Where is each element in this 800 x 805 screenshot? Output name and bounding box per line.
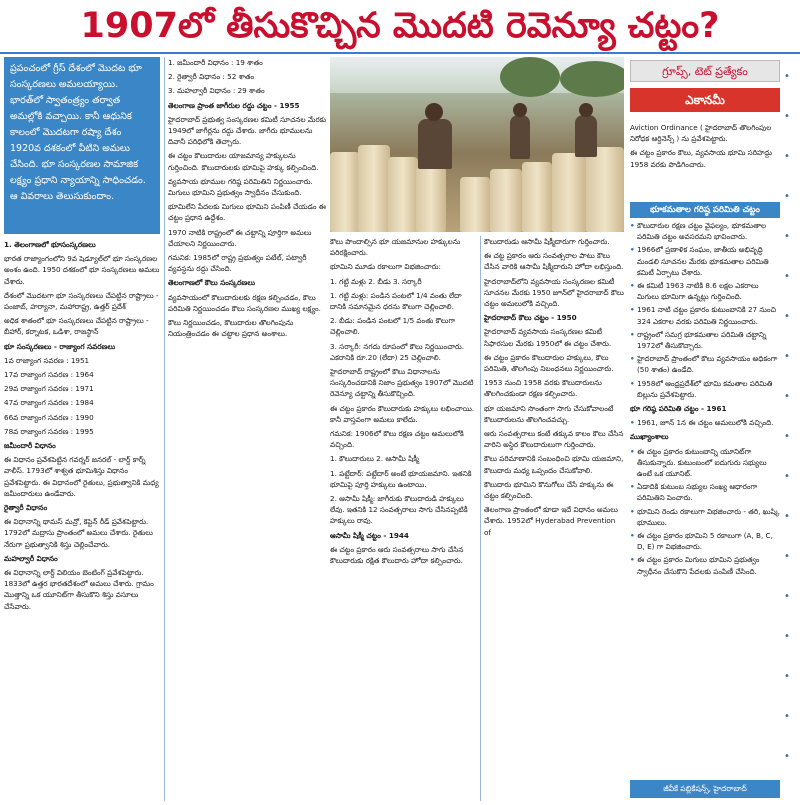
paragraph: 1970 నాటికి రాష్ట్రంలో ఈ చట్టాన్ని పూర్తిగా అమలు చేయాలని నిర్ణయించారు. (168, 227, 312, 248)
paragraph: ఆరు సంవత్సరాలు కంటే తక్కువ కాలం కౌలు చేసిన వారిని అస్థిర కౌలుదారులుగా గుర్తించారు. (484, 429, 624, 450)
section-heading: తెలంగాణలో కౌలు సంస్కరణలు (168, 278, 255, 288)
paragraph: 29వ రాజ్యాంగ సవరణ : 1971 (4, 384, 94, 394)
paragraph: 2. రైత్వారీ విధానం : 52 శాతం (168, 72, 255, 82)
bullet-strip: • • • • • • • • • • • • • • • • • • (784, 71, 790, 762)
paragraph: గమనిక: 1985లో రాష్ట్ర ప్రభుత్వం పటేల్, పట్వారీ వ్యవస్థను రద్దు చేసింది. (168, 253, 307, 274)
paragraph: 1. గట్టి మళ్లు: పండిన పంటలో 1/4 వంతు లేదా దానికి సమానమైన ధరను కౌలుగా చెల్లించాలి. (330, 290, 462, 312)
paragraph: 2. బీడు: పండిన పంటలో 1/5 వంతు కౌలుగా చెల్లించాలి. (330, 316, 456, 337)
paragraph: • 1961, జూన్ 1న ఈ చట్టం అమలులోకి వచ్చింది. (630, 417, 780, 428)
series-tag: గ్రూప్స్, టెట్ ప్రత్యేకం (630, 60, 780, 82)
section-heading: తెలంగాణ ప్రాంత జాగీరుల రద్దు చట్టం - 1955 (168, 100, 300, 110)
paragraph: ఈ చట్టం ప్రకారం కౌలుదారుల హక్కులు, కౌలు పరిమితి, తొలగింపు నిబంధనలు నిర్ణయించారు. (484, 352, 614, 374)
paragraph: • భూమిని రెండు రకాలుగా విభజించారు - తరి, ఖుష్కి భూములు. (630, 506, 780, 528)
section-heading: ఆసామీ షిక్మీ చట్టం - 1944 (330, 530, 409, 540)
paragraph: ఈ చట్టం ప్రకారం కౌలు, వ్యవసాయ భూమి సరిహద్దు 1958 వరకు పొడిగించారు. (630, 148, 772, 169)
paragraph: • 1958లో ఆంధ్రప్రదేశ్‌లో భూమి కమతాల పరిమితి బిల్లును ప్రవేశపెట్టారు. (630, 378, 780, 400)
paragraph: హైదరాబాద్ రాష్ట్రంలో కౌలు విధానాలను సంస్కరించడానికి నిజాం ప్రభుత్వం 1907లో మొదటి రెవెన్యూ చట్టాన్ని తీసుకొచ్చింది. (330, 367, 474, 399)
paragraph: • ఈ కమిటీ 1963 నాటికి 8.6 లక్షల ఎకరాలు మిగులు భూమిగా ఉన్నట్లు గుర్తించింది. (630, 280, 780, 302)
paragraph: 1. గట్టి మళ్లు 2. బీడు 3. సర్కారీ (330, 276, 422, 286)
paragraph: 78వ రాజ్యాంగ సవరణ : 1995 (4, 426, 94, 436)
paragraph: • కౌలుదారుల రక్షణ చట్టం వైఫల్యం, భూకమతాల పరిమితి చట్టం అవసరమని భావించారు. (630, 220, 780, 242)
paragraph: అధిక శాతంలో భూ సంస్కరణలు చేపట్టిన రాష్ట్రాలు - బీహార్, కర్నాటక, ఒడిశా, రాజస్థాన్ (4, 316, 149, 337)
paragraph: 3. సర్కారీ: నగదు రూపంలో కౌలు నిర్ణయించారు. ఎకరానికి రూ.20 (లేదా) 25 చెల్లించాలి. (330, 341, 465, 362)
paragraph: కౌలు పొందాల్సిన భూ యజమానుల హక్కులను పరిరక్షించారు. (330, 237, 461, 258)
paragraph: ఈ విధానాన్ని లార్డ్ విలియం బెంటింగ్ ప్రవేశపెట్టారు. 1833లో ఉత్తర భారతదేశంలో అమలు చేశారు. గ్రామం మొత్తాన్ని ఒక యూనిట్‌గా తీసుకొని శిస్తు వసూలు చేసేవారు. (4, 568, 154, 611)
paragraph: 2. ఆసామీ షిక్మీ: జాగీరుకు కౌలుదారుడి హక్కులు లేవు. ఇతనికి 12 సంవత్సరాలు సాగు చేసినప్పటికీ హక్కులు రావు. (330, 494, 468, 526)
paragraph: • ఈ చట్టం ప్రకారం భూమిని 5 రకాలుగా (A, B, C, D, E) గా విభజించారు. (630, 530, 780, 552)
paragraph: ఈ చట్టం ప్రకారం కౌలుదారుకు హక్కులు లభించాయి. కానీ వాస్తవంగా అమలు కాలేదు. (330, 403, 475, 424)
section-heading: భూ సంస్కరణలు - రాజ్యాంగ సవరణలు (4, 341, 116, 351)
paragraph: వ్యవసాయంలో కౌలుదారులకు రక్షణ కల్పించడం, కౌలు పరిమితి నిర్ణయించడం కౌలు సంస్కరణల ముఖ్య లక్ష్యం. (168, 292, 321, 313)
paragraph: 47వ రాజ్యాంగ సవరణ : 1984 (4, 398, 94, 408)
paragraph: • 1966లో ప్రణాళిక సంఘం, జాతీయ అభివృద్ధి మండలి సూచనల మేరకు భూకమతాల పరిమితి కమిటీ ఏర్పాటు చేశారు. (630, 244, 780, 278)
paragraph: దేశంలో మొదటగా భూ సంస్కరణలు చేపట్టిన రాష్ట్రాలు - పంజాబ్, హర్యానా, మహారాష్ట్ర, ఉత్తర్ ప్రదేశ్ (4, 290, 159, 312)
column-b (168, 57, 326, 801)
paragraph: ఈ విధానం ప్రవేశపెట్టిన గవర్నర్ జనరల్ - లార్డ్ కార్న్ వాలీస్. 1793లో శాశ్వత భూమిశిస్తు విధానం ప్రవేశపెట్టారు. ఈ విధానంలో రైతులు, ప్రభుత్వానికి మధ్య జమీందారులు ఉండేవారు. (4, 455, 159, 498)
paragraph: ఈ చట్ట ప్రకారం ఆరు సంవత్సరాల పాటు కౌలు చేసిన వారికి ఆసామీ షిక్మీదారుని హోదా లభిస్తుంది. (484, 251, 624, 272)
paragraph: ఈ చట్టం కౌలుదారుల యాజమాన్య హక్కులను గుర్తించింది. కౌలుదారులకు భూమిపై హక్కు కల్పించింది. (168, 151, 319, 172)
sidebar-heading: భూకమతాల గరిష్ఠ పరిమితి చట్టం (630, 202, 780, 218)
paragraph: వ్యవసాయ భూముల గరిష్ఠ పరిమితిని నిర్ణయించారు. మిగులు భూమిని ప్రభుత్వం స్వాధీనం చేసుకుంది. (168, 176, 313, 198)
paragraph: • ఈ చట్టం ప్రకారం కుటుంబాన్ని యూనిట్‌గా తీసుకున్నారు. కుటుంబంలో ఐదుగురు సభ్యులు ఉంటే ఒక యూనిట్. (630, 446, 780, 480)
section-heading: హైదరాబాద్ కౌలు చట్టం - 1950 (484, 313, 577, 323)
paragraph: ఈ చట్టం ప్రకారం ఆరు సంవత్సరాలు సాగు చేసిన కౌలుదారుకు రక్షిత కౌలుదారు హోదా కల్పించారు. (330, 544, 464, 566)
paragraph: ఈ విధానాన్ని థామస్ మన్రో, కెప్టెన్ రీడ్ ప్రవేశపెట్టారు. 1792లో మద్రాసు ప్రాంతంలో అమలు చేశారు. రైతులు నేరుగా ప్రభుత్వానికి శిస్తు చెల్లించేవారు. (4, 517, 153, 549)
column-a (4, 236, 161, 801)
paragraph: • 1961 నాటి చట్టం ప్రకారం కుటుంబానికి 27 నుంచి 324 ఎకరాల వరకు పరిమితి నిర్ణయించారు. (630, 304, 780, 326)
paragraph: కౌలు పరిమాణానికి సంబంధించి భూమి యజమాని, కౌలుదారు మధ్య ఒప్పందం చేసుకోవాలి. (484, 454, 624, 475)
paragraph: హైదరాబాద్‌లోని వ్యవసాయ సంస్కరణల కమిటీ సూచనల మేరకు 1950 జూన్‌లో హైదరాబాద్ కౌలు చట్టం అమలులోకి వచ్చింది. (484, 276, 624, 309)
subject-tag: ఎకానమీ (630, 88, 780, 112)
paragraph: 1వ రాజ్యాంగ సవరణ : 1951 (4, 355, 90, 365)
paragraph: గమనిక: 1906లో కౌలు రక్షణ చట్టం అమలులోకి వచ్చింది. (330, 429, 464, 450)
paragraph: 1. కౌలుదారులు 2. ఆసామీ షిక్మీ (330, 454, 419, 464)
paragraph: 1. పట్టేదార్: పట్టేదార్ అంటే భూయజమాని. ఇతనికి భూమిపై పూర్తి హక్కులు ఉంటాయి. (330, 468, 472, 489)
column-c (330, 236, 478, 801)
column-d (484, 236, 624, 801)
paragraph: కౌలుదారు భూమిని కొనుగోలు చేసే హక్కును ఈ చట్టం కల్పించింది. (484, 479, 614, 501)
publisher-credit: జీవీకే పబ్లికేషన్స్, హైదరాబాద్ (630, 780, 780, 798)
paragraph: తెలంగాణ ప్రాంతంలో కూడా ఇదే విధానం అమలు చేశారు. 1952లో Hyderabad Prevention of (484, 505, 618, 537)
column-e (630, 122, 780, 208)
column-divider (480, 236, 481, 801)
section-heading: ముఖ్యాంశాలు (630, 432, 669, 442)
intro-box (4, 57, 160, 234)
paragraph: 66వ రాజ్యాంగ సవరణ : 1990 (4, 412, 94, 422)
paragraph: • ఏడాదికి కుటుంబ సభ్యుల సంఖ్య ఆధారంగా పరిమితిని పెంచారు. (630, 481, 780, 503)
paragraph: • రాష్ట్రంలో సమగ్ర భూకమతాల పరిమితి చట్టాన్ని 1972లో తీసుకొచ్చారు. (630, 329, 780, 351)
headline-rule (0, 52, 800, 54)
paragraph: 17వ రాజ్యాంగ సవరణ : 1964 (4, 370, 94, 380)
paragraph: భూ యజమాని సొంతంగా సాగు చేసుకోవాలంటే కౌలుదారులను తొలగించవచ్చు. (484, 403, 614, 424)
headline: 1907లో తీసుకొచ్చిన మొదటి రెవెన్యూ చట్టం? (80, 6, 720, 46)
paragraph: 1. జమీందారీ విధానం : 19 శాతం (168, 58, 263, 67)
paragraph: కౌలుదారుడు ఆసామీ షిక్మీదారుగా గుర్తించారు. (484, 237, 610, 246)
paragraph: • ఈ చట్టం ప్రకారం మిగులు భూమిని ప్రభుత్వం స్వాధీనం చేసుకొని పేదలకు పంపిణీ చేసింది. (630, 554, 780, 576)
section-heading: మహల్వారీ విధానం (4, 553, 58, 563)
section-heading: జమీందారీ విధానం (4, 441, 56, 451)
paragraph: హైదరాబాద్ ప్రభుత్వ సంస్కరణల కమిటీ సూచనల మేరకు 1949లో జాగీర్లను రద్దు చేశారు. జాగీరు భూములను దివానీ పరిధిలోకి తెచ్చారు. (168, 114, 326, 147)
paragraph: భూమిని మూడు రకాలుగా విభజించారు: (330, 262, 441, 272)
paragraph: హైదరాబాద్ వ్యవసాయ సంస్కరణల కమిటీ సిఫారసుల మేరకు 1950లో ఈ చట్టం చేశారు. (484, 327, 612, 348)
paragraph: 1953 నుంచి 1958 వరకు కౌలుదారులను తొలగించకుండా రక్షణ కల్పించారు. (484, 378, 602, 399)
intro-text: ప్రపంచంలో గ్రీస్ దేశంలో మొదట భూ సంస్కరణలు అమలయ్యాయి. భారత్‌లో స్వాతంత్ర్యం తర్వాత అమల్లోకి వచ్చాయి. కానీ ఆధునిక కాలంలో మొదటగా రష్యా దేశం 1920వ దశకంలో వీటిని అమలు చేసింది. భూ సంస్కరణల సామాజిక లక్ష్యం ప్రధాని న్యాయాన్ని సాధించడం. ఆ వివరాలు తెలుసుకుందాం. (10, 63, 146, 202)
paragraph: కౌలు నిర్ణయించడం, కౌలుదారుల తొలగింపును నియంత్రించడం ఈ చట్టాల ప్రధాన అంశాలు. (168, 318, 294, 339)
paragraph: Aviction Ordinance ( హైదరాబాద్ తొలగింపుల నిరోధక ఆర్డినెన్స్‌ ) ను ప్రవేశపెట్టారు. (630, 123, 772, 144)
paragraph: 3. మహల్వారీ విధానం : 29 శాతం (168, 86, 265, 96)
column-f (630, 220, 780, 760)
section-heading: భూ గరిష్ఠ పరిమితి చట్టం - 1961 (630, 404, 727, 414)
paragraph: • హైదరాబాద్ ప్రాంతంలో కౌలు వ్యవసాయం అధికంగా (50 శాతం) ఉండేది. (630, 353, 780, 375)
section-heading: 1. తెలంగాణలో భూసంస్కరణలు (4, 240, 96, 249)
paragraph: భారత రాజ్యాంగంలోని 9వ షెడ్యూల్‌లో భూ సంస్కరణల అంశం ఉంది. 1950 దశకంలో భూ సంస్కరణలు అమలు చేశారు. (4, 254, 160, 286)
section-heading: రైత్వారీ విధానం (4, 503, 48, 513)
article-photo (330, 57, 624, 232)
paragraph: భూమిలేని పేదలకు మిగులు భూమిని పంపిణీ చేయడం ఈ చట్టం ప్రధాన ఉద్దేశం. (168, 202, 326, 223)
column-divider (164, 57, 165, 801)
